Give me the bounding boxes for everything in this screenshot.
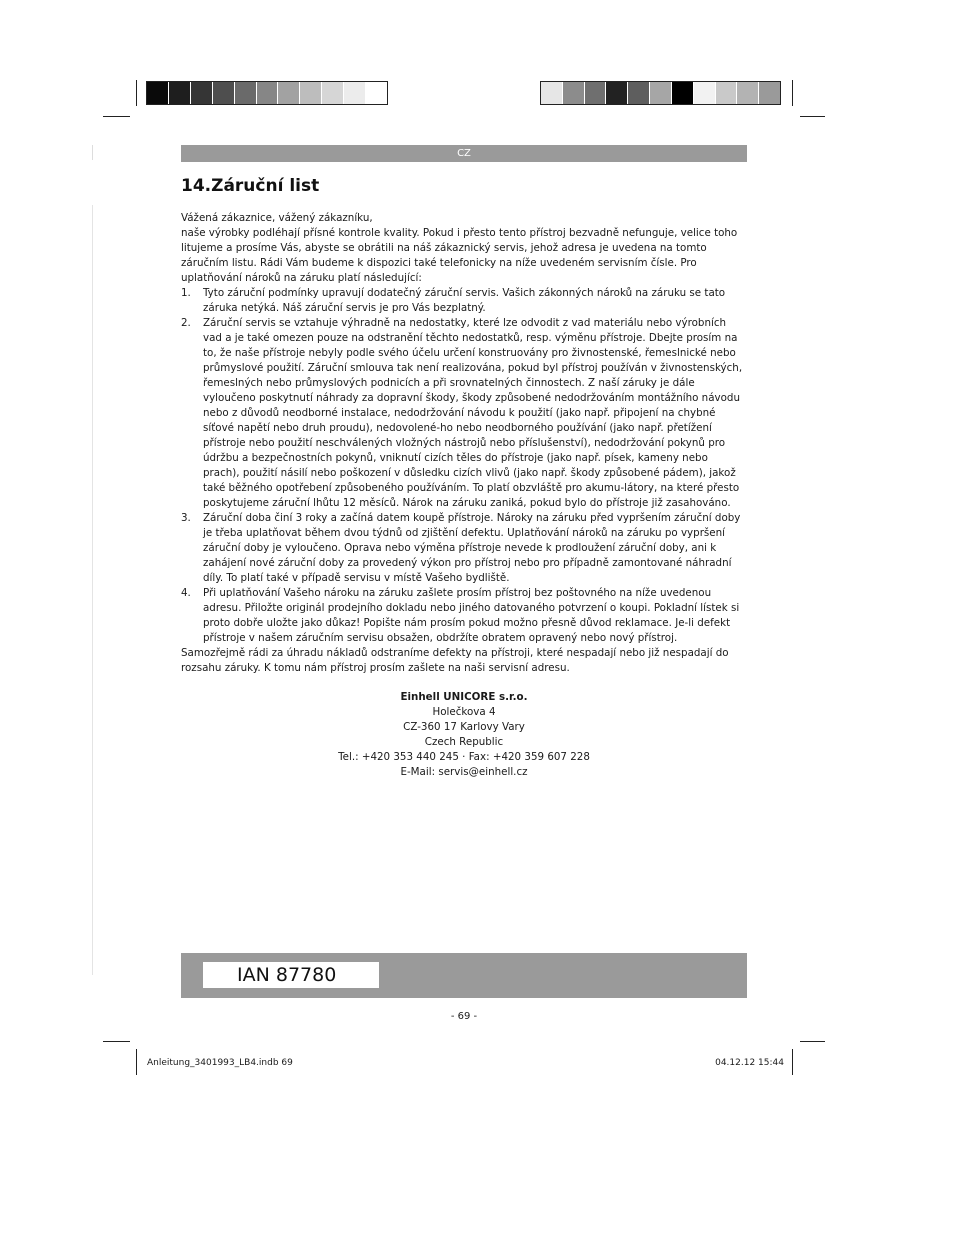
- crop-mark: [800, 1041, 825, 1042]
- color-swatch: [344, 82, 366, 104]
- color-swatch: [563, 82, 585, 104]
- color-swatch: [147, 82, 169, 104]
- service-address: [181, 690, 747, 780]
- email: E-Mail: servis@einhell.cz: [400, 766, 528, 778]
- warranty-conditions-list: [181, 286, 747, 646]
- list-number: 4.: [181, 587, 191, 599]
- color-swatch: [672, 82, 694, 104]
- intro-paragraph: naše výrobky podléhají přísné kontrole kvality. Pokud i přesto tento přístroj bezvadně nefunguje, velice toho litujeme a prosíme Vás, abyste se obrátili na náš zákaznický servis, jehož adresa je uvedena na tomto záručním listu. Rádi Vám budeme k dispozici také telefonicky na níže uvedeném servisním čísle. Pro uplatňování nároků na záruku platí následující:: [181, 227, 738, 284]
- ian-number: IAN 87780: [203, 962, 379, 988]
- list-item: [181, 511, 747, 586]
- greeting: Vážená zákaznice, vážený zákazníku,: [181, 212, 373, 224]
- list-text: Záruční doba činí 3 roky a začíná datem koupě přístroje. Nároky na záruku před vypršením záruční doby je třeba uplatňovat během dvou týdnů od zjištění defektu. Uplatňování nároků na záruku po vypršení záruční doby je vyloučeno. Oprava nebo výměna přístroje nevede k prodloužení záruční doby, ani k zahájení nové záruční doby za provedený výkon pro přístroj nebo pro případně zamontované náhradní díly. To platí také v případě servisu v místě Vašeho bydliště.: [203, 512, 741, 584]
- color-swatch: [257, 82, 279, 104]
- color-swatch: [606, 82, 628, 104]
- color-registration-bar-left: [146, 81, 388, 105]
- list-item: [181, 286, 747, 316]
- language-bar: [181, 145, 747, 162]
- color-swatch: [628, 82, 650, 104]
- ian-bar: [181, 953, 747, 998]
- margin-line: [92, 145, 93, 160]
- warranty-text: [181, 211, 747, 676]
- crop-mark: [136, 1049, 137, 1075]
- footer-date: 04.12.12 15:44: [715, 1058, 784, 1068]
- list-item: [181, 316, 747, 511]
- footer-file-name: Anleitung_3401993_LB4.indb 69: [147, 1058, 293, 1068]
- color-registration-bar-right: [540, 81, 781, 105]
- color-swatch: [191, 82, 213, 104]
- color-swatch: [716, 82, 738, 104]
- margin-line: [92, 205, 93, 975]
- crop-mark: [792, 80, 793, 106]
- city: CZ-360 17 Karlovy Vary: [403, 721, 525, 733]
- street: Holečkova 4: [432, 706, 496, 718]
- crop-mark: [792, 1049, 793, 1075]
- crop-mark: [136, 80, 137, 106]
- color-swatch: [300, 82, 322, 104]
- crop-mark: [103, 116, 130, 117]
- color-swatch: [235, 82, 257, 104]
- country: Czech Republic: [424, 736, 504, 748]
- list-number: 3.: [181, 512, 191, 524]
- color-swatch: [585, 82, 607, 104]
- page-title: 14.Záruční list: [181, 176, 320, 196]
- crop-mark: [800, 116, 825, 117]
- language-label: CZ: [457, 148, 471, 159]
- list-text: Tyto záruční podmínky upravují dodatečný záruční servis. Vašich zákonných nároků na záruku se tato záruka netýká. Náš záruční servis je pro Vás bezplatný.: [203, 287, 726, 314]
- crop-mark: [103, 1041, 130, 1042]
- list-item: [181, 586, 747, 646]
- company-name: Einhell UNICORE s.r.o.: [400, 691, 528, 703]
- color-swatch: [650, 82, 672, 104]
- color-swatch: [213, 82, 235, 104]
- color-swatch: [278, 82, 300, 104]
- color-swatch: [322, 82, 344, 104]
- color-swatch: [759, 82, 780, 104]
- color-swatch: [737, 82, 759, 104]
- closing-paragraph: Samozřejmě rádi za úhradu nákladů odstraníme defekty na přístroji, které nespadají nebo již nespadají do rozsahu záruky. K tomu nám přístroj prosím zašlete na naši servisní adresu.: [181, 647, 729, 674]
- color-swatch: [541, 82, 563, 104]
- color-swatch: [366, 82, 387, 104]
- list-text: Při uplatňování Vašeho nároku na záruku zašlete prosím přístroj bez poštovného na níže uvedenou adresu. Přiložte originál prodejního dokladu nebo jiného datovaného potvrzení o koupi. Pokladní lístek si proto dobře uložte jako důkaz! Popište nám prosím pokud možno přesně důvod reklamace. Je-li defekt přístroje v našem záručním servisu obsažen, obdržíte obratem opravený nebo nový přístroj.: [203, 587, 740, 644]
- list-number: 1.: [181, 287, 191, 299]
- list-text: Záruční servis se vztahuje výhradně na nedostatky, které lze odvodit z vad materiálu nebo výrobních vad a je také omezen pouze na odstranění těchto nedostatků, resp. výměnu přístroje. Dbejte prosím na to, že naše přístroje nebyly podle svého účelu určení konstruovány pro živnostenské, řemeslnické nebo průmyslové použití. Záruční smlouva tak není realizována, pokud byl přístroj používán v živnostenských, řemeslných nebo průmyslových podnicích a při srovnatelných činnostech. Z naší záruky je dále vyloučeno poskytnutí náhrady za dopravní škody, škody způsobené nedodržováním montážního návodu nebo z důvodů neodborné instalace, nedodržování návodu k použití (jako např. připojení na chybné síťové napětí nebo druh proudu), nedovolené-ho nebo neodborného používání (jako např. přetížení přístroje nebo použití neschválených vložných nástrojů nebo příslušenství), nedodržování pokynů pro údržbu a bezpečnostních pokynů, vniknutí cizích těles do přístroje (jako např. písek, kameny nebo prach), použití násilí nebo poškození v důsledku cizích vlivů (jako např. škody způsobené pádem), jakož také běžného opotřebení způsobeného používáním. To platí obzvláště pro akumu-látory, na které přesto poskytujeme záruční lhůtu 12 měsíců. Nárok na záruku zaniká, pokud bylo do přístroje již zasahováno.: [203, 317, 743, 509]
- list-number: 2.: [181, 317, 191, 329]
- phone-fax: Tel.: +420 353 440 245 · Fax: +420 359 607 228: [338, 751, 590, 763]
- color-swatch: [169, 82, 191, 104]
- page-number: - 69 -: [450, 1011, 478, 1022]
- color-swatch: [694, 82, 716, 104]
